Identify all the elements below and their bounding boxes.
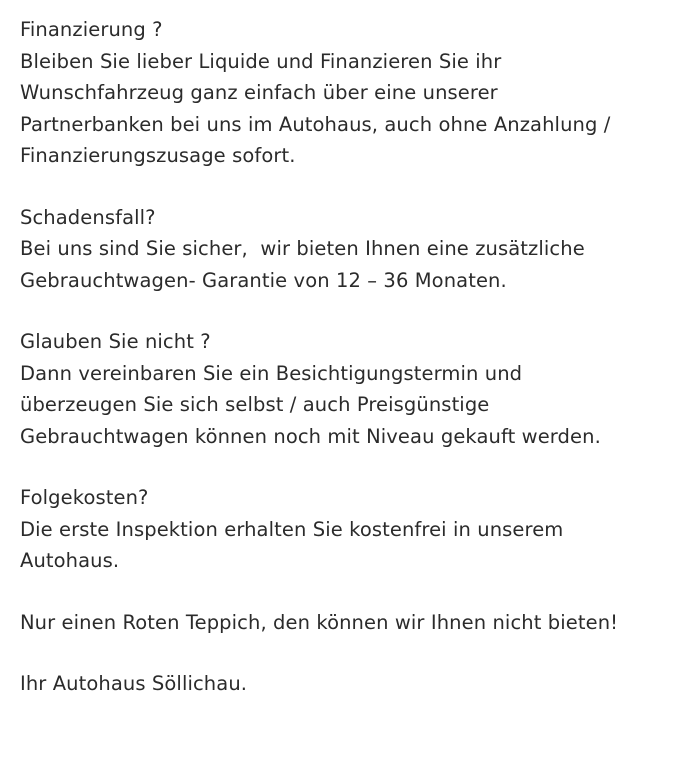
- text-line: Gebrauchtwagen können noch mit Niveau gekauft werden.: [20, 424, 601, 448]
- text-line: Bei uns sind Sie sicher, wir bieten Ihnen eine zusätzliche: [20, 237, 585, 260]
- text-line: Finanzierungszusage sofort.: [20, 144, 296, 167]
- text-block-damage-case: [20, 202, 674, 297]
- text-line: überzeugen Sie sich selbst / auch Preisgünstige: [20, 393, 490, 416]
- text-block-follow-up-costs: [20, 482, 674, 577]
- text-block-belief: [20, 326, 674, 452]
- text-line: Gebrauchtwagen- Garantie von 12 – 36 Monaten.: [20, 268, 507, 292]
- text-line: Finanzierung ?: [20, 18, 163, 41]
- text-line: Ihr Autohaus Söllichau.: [20, 672, 248, 695]
- text-line: Nur einen Roten Teppich, den können wir Ihnen nicht bieten!: [20, 610, 619, 634]
- text-line: Autohaus.: [20, 549, 120, 572]
- text-line: Dann vereinbaren Sie ein Besichtigungstermin und: [20, 361, 523, 385]
- text-block-red-carpet: [20, 607, 674, 639]
- text-line: Glauben Sie nicht ?: [20, 330, 211, 353]
- text-line: Die erste Inspektion erhalten Sie kostenfrei in unserem: [20, 517, 564, 541]
- text-line: Folgekosten?: [20, 486, 149, 509]
- text-block-financing: [20, 14, 674, 172]
- text-line: Partnerbanken bei uns im Autohaus, auch ohne Anzahlung /: [20, 112, 611, 136]
- text-line: Bleiben Sie lieber Liquide und Finanzieren Sie ihr: [20, 49, 502, 73]
- text-line: Wunschfahrzeug ganz einfach über eine unserer: [20, 81, 498, 104]
- text-line: Schadensfall?: [20, 205, 156, 229]
- text-block-signature: [20, 668, 674, 700]
